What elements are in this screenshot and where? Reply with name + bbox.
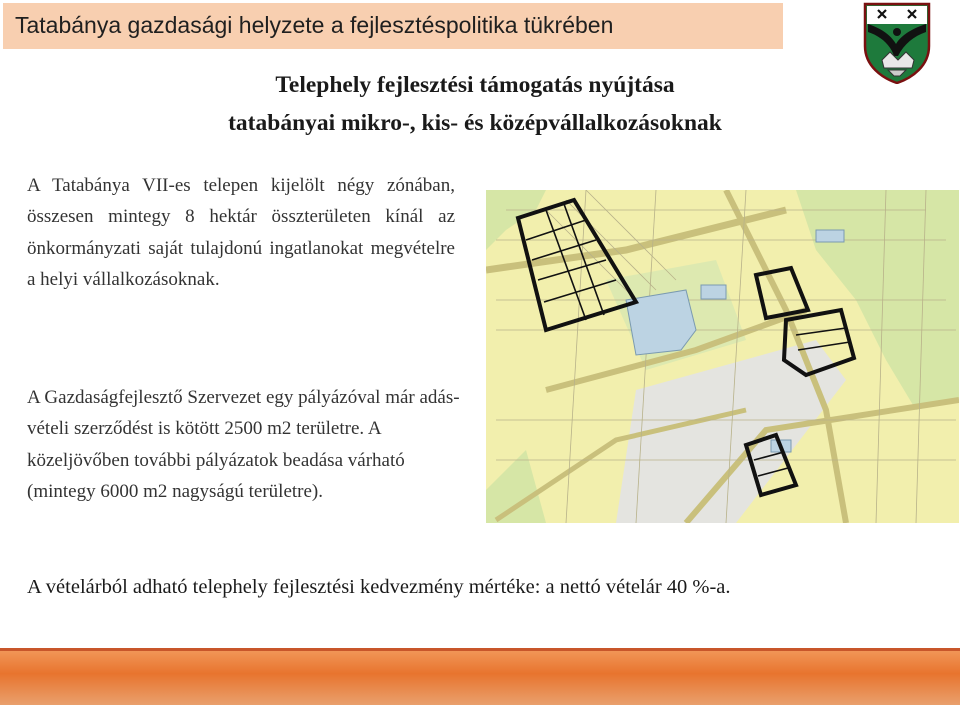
header-title: Tatabánya gazdasági helyzete a fejlesztéspolitika tükrében — [15, 12, 614, 38]
city-coat-of-arms — [862, 2, 932, 84]
coat-of-arms-icon — [862, 2, 932, 84]
paragraph-contract: A Gazdaságfejlesztő Szervezet egy pályázóval már adás-vételi szerződést is kötött 2500 m2 területre. A közeljövőben további pályázatok beadása várható (mintegy 6000 m2 nagyságú területre). — [27, 387, 460, 503]
header-bar — [3, 3, 783, 49]
slide-subtitle-line-2: tatabányai mikro-, kis- és középvállalkozásoknak — [228, 110, 722, 136]
discount-statement: A vételárból adható telephely fejlesztési kedvezmény mértéke: a nettó vételár 40 %-a. — [27, 576, 731, 598]
paragraph-zones: A Tatabánya VII-es telepen kijelölt négy zónában, összesen mintegy 8 hektár összterületen kínál az önkormányzati saját tulajdonú ingatlanokat megvételre a helyi vállalkozásoknak. — [27, 175, 455, 291]
slide-subtitle-line-1: Telephely fejlesztési támogatás nyújtása — [275, 72, 675, 98]
site-map-image — [486, 190, 959, 523]
footer-stripe — [0, 648, 960, 705]
